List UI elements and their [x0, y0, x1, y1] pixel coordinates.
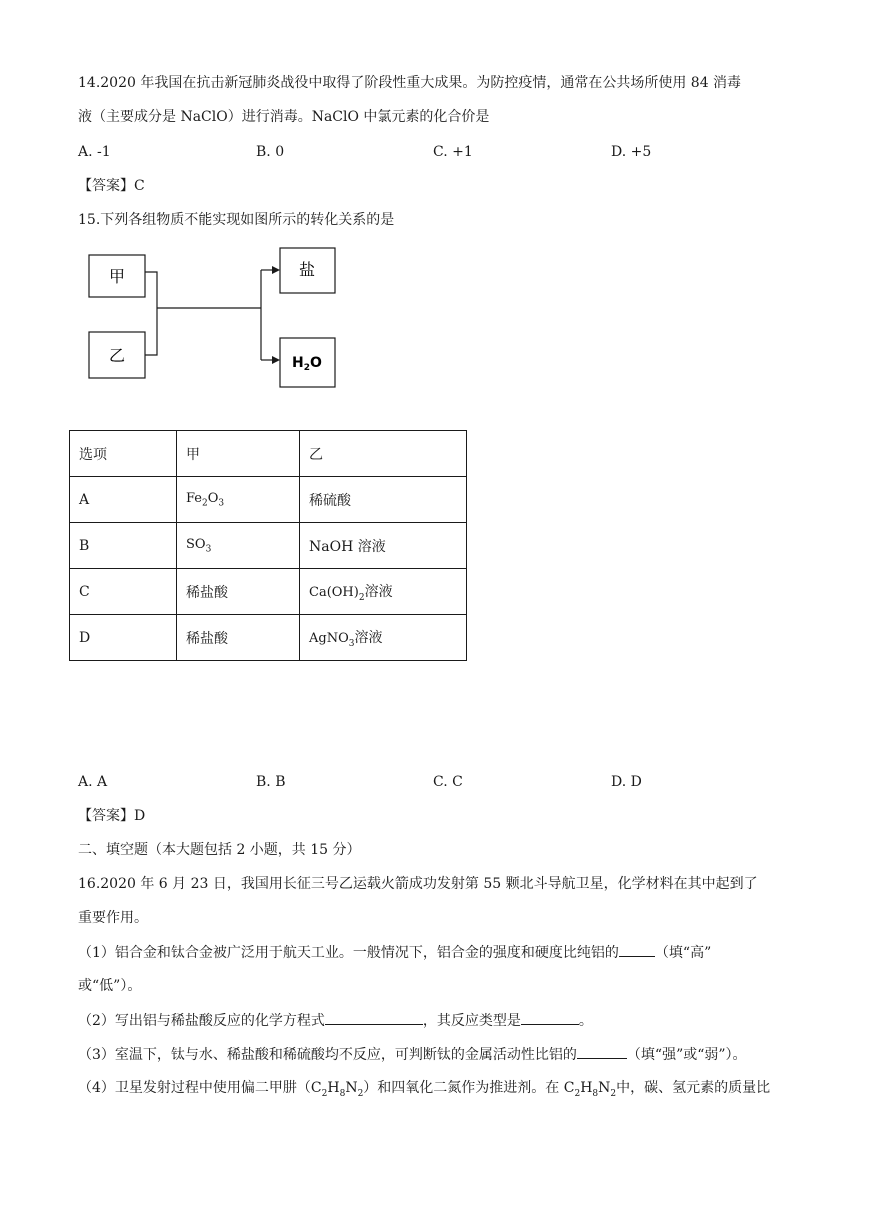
row-c-jia: 稀盐酸 [177, 569, 300, 615]
blank-3[interactable] [521, 1010, 579, 1025]
row-b-option: B [70, 523, 177, 569]
blank-2[interactable] [325, 1010, 423, 1025]
row-a-yi: 稀硫酸 [300, 477, 467, 523]
q16-line2: 重要作用。 [78, 910, 148, 926]
table-row [70, 615, 467, 661]
q15-option-a: A. A [78, 774, 108, 790]
blank-4[interactable] [577, 1044, 627, 1059]
row-b-jia: $SO_3$ [177, 523, 300, 569]
table-header-row [70, 431, 467, 477]
table-row [70, 523, 467, 569]
bracket-line [145, 272, 157, 355]
row-a-jia: $Fe_2O_3$ [177, 477, 300, 523]
q15-stem: 15.下列各组物质不能实现如图所示的转化关系的是 [78, 212, 395, 228]
q15-option-c: C. C [433, 774, 463, 790]
q14-line2: 液（主要成分是 NaClO）进行消毒。NaClO 中氯元素的化合价是 [78, 109, 490, 125]
q14-option-d: D. +5 [611, 144, 652, 160]
arrowhead-salt [272, 266, 280, 274]
q15-answer: 【答案】D [78, 808, 146, 824]
blank-1[interactable] [619, 942, 655, 957]
q16-part3: （3）室温下，钛与水、稀盐酸和稀硫酸均不反应，可判断钛的金属活动性比铝的 （填“强”或“弱”）。 [78, 1044, 747, 1065]
row-c-yi: $Ca(OH)_2$溶液 [300, 569, 467, 615]
q14-option-b: B. 0 [256, 144, 285, 160]
q14-option-a: A. -1 [78, 144, 111, 160]
header-yi: 乙 [300, 431, 467, 477]
row-a-option: A [70, 477, 177, 523]
row-d-yi: AgNO$_3$溶液 [300, 615, 467, 661]
q16-part2: （2）写出铝与稀盐酸反应的化学方程式 ，其反应类型是 。 [78, 1010, 593, 1031]
label-yi: 乙 [108, 346, 126, 365]
header-jia: 甲 [177, 431, 300, 477]
row-d-option: D [70, 615, 177, 661]
conversion-diagram [84, 242, 344, 392]
section-title: 二、填空题（本大题包括 2 小题，共 15 分） [78, 842, 361, 858]
arrowhead-water [272, 356, 280, 364]
q15-option-d: D. D [611, 774, 642, 790]
q16-line1: 16.2020 年 6 月 23 日，我国用长征三号乙运载火箭成功发射第 55 颗北斗导航卫星，化学材料在其中起到了 [78, 876, 758, 892]
q14-line1: 14.2020 年我国在抗击新冠肺炎战役中取得了阶段性重大成果。为防控疫情，通常在公共场所使用 84 消毒 [78, 75, 742, 91]
label-salt: 盐 [298, 260, 316, 279]
q16-part1-cont: 或“低”）。 [78, 978, 142, 994]
q16-part1: （1）铝合金和钛合金被广泛用于航天工业。一般情况下，铝合金的强度和硬度比纯铝的 （填“高” [78, 942, 711, 963]
label-water: $H_2O$ [292, 355, 322, 373]
q15-option-b: B. B [256, 774, 286, 790]
table-row [70, 477, 467, 523]
label-jia: 甲 [108, 267, 126, 286]
options-table [69, 430, 467, 661]
q14-option-c: C. +1 [433, 144, 473, 160]
row-d-jia: 稀盐酸 [177, 615, 300, 661]
q16-part4: （4）卫星发射过程中使用偏二甲肼$(C_2H_8N_2)$和四氧化二氮作为推进剂。在 $C_2H_8N_2$中，碳、氢元素的质量比 [78, 1080, 771, 1099]
table-row [70, 569, 467, 615]
header-option: 选项 [70, 431, 177, 477]
row-c-option: C [70, 569, 177, 615]
row-b-yi: NaOH 溶液 [300, 523, 467, 569]
q14-answer: 【答案】C [78, 178, 145, 194]
